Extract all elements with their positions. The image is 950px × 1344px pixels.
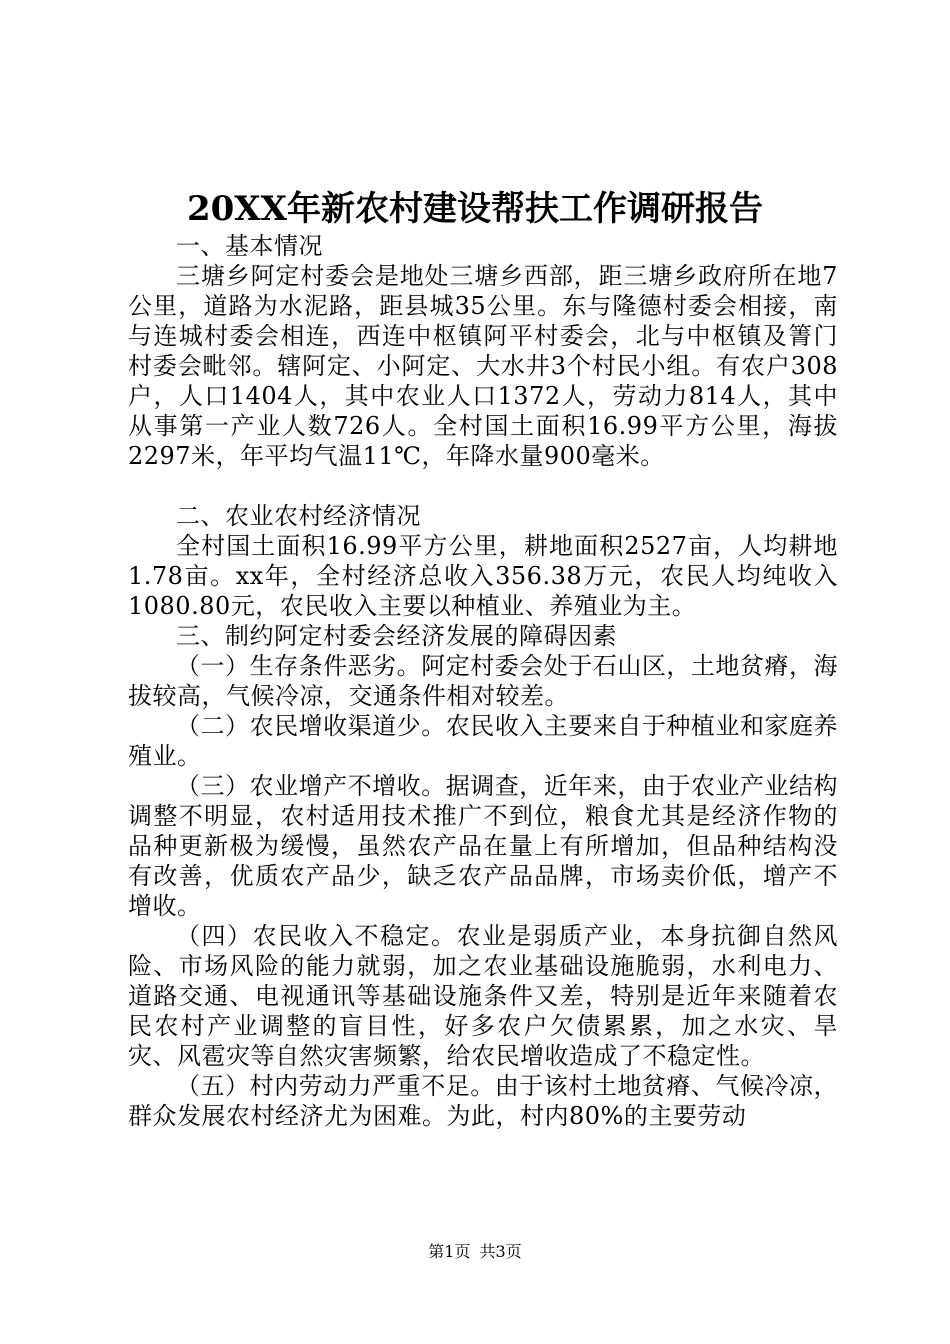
paragraph-obstacle-1: （一）生存条件恶劣。阿定村委会处于石山区，土地贫瘠，海拔较高，气候冷凉，交通条件相对较差。 — [128, 652, 838, 710]
paragraph-economy: 全村国土面积16.99平方公里，耕地面积2527亩，人均耕地1.78亩。xx年，全村经济总收入356.38万元，农民人均纯收入1080.80元，农民收入主要以种植业、养殖业为主。 — [128, 532, 838, 620]
paragraph-obstacle-4: （四）农民收入不稳定。农业是弱质产业，本身抗御自然风险、市场风险的能力就弱，加之农业基础设施脆弱，水利电力、道路交通、电视通讯等基础设施条件又差，特别是近年来随着农民农村产业调整的盲目性，好多农户欠债累累，加之水灾、旱灾、风雹灾等自然灾害频繁，给农民增收造成了不稳定性。 — [128, 922, 838, 1070]
paragraph-basic-info: 三塘乡阿定村委会是地处三塘乡西部，距三塘乡政府所在地7公里，道路为水泥路，距县城35公里。东与隆德村委会相接，南与连城村委会相连，西连中枢镇阿平村委会，北与中枢镇及箐门村委会毗邻。辖阿定、小阿定、大水井3个村民小组。有农户308户，人口1404人，其中农业人口1372人，劳动力814人，其中从事第一产业人数726人。全村国土面积16.99平方公里，海拔2297米，年平均气温11℃，年降水量900毫米。 — [128, 262, 838, 470]
page-total: 共3页 — [479, 1242, 522, 1261]
paragraph-obstacle-5: （五）村内劳动力严重不足。由于该村土地贫瘠、气候冷凉，群众发展农村经济尤为困难。为此，村内80%的主要劳动 — [128, 1072, 838, 1130]
page-number: 第1页 — [428, 1242, 471, 1261]
paragraph-obstacle-2: （二）农民增收渠道少。农民收入主要来自于种植业和家庭养殖业。 — [128, 712, 838, 770]
page-footer — [0, 1241, 950, 1263]
section-heading-economy: 二、农业农村经济情况 — [176, 502, 421, 530]
document-body — [128, 231, 838, 1131]
document-title: 20XX年新农村建设帮扶工作调研报告 — [186, 189, 764, 229]
section-heading-obstacles: 三、制约阿定村委会经济发展的障碍因素 — [176, 622, 617, 650]
section-heading-basic: 一、基本情况 — [176, 232, 323, 260]
paragraph-spacer — [128, 471, 838, 501]
paragraph-obstacle-3: （三）农业增产不增收。据调查，近年来，由于农业产业结构调整不明显，农村适用技术推广不到位，粮食尤其是经济作物的品种更新极为缓慢，虽然农产品在量上有所增加，但品种结构没有改善，优质农产品少，缺乏农产品品牌，市场卖价低，增产不增收。 — [128, 772, 838, 920]
